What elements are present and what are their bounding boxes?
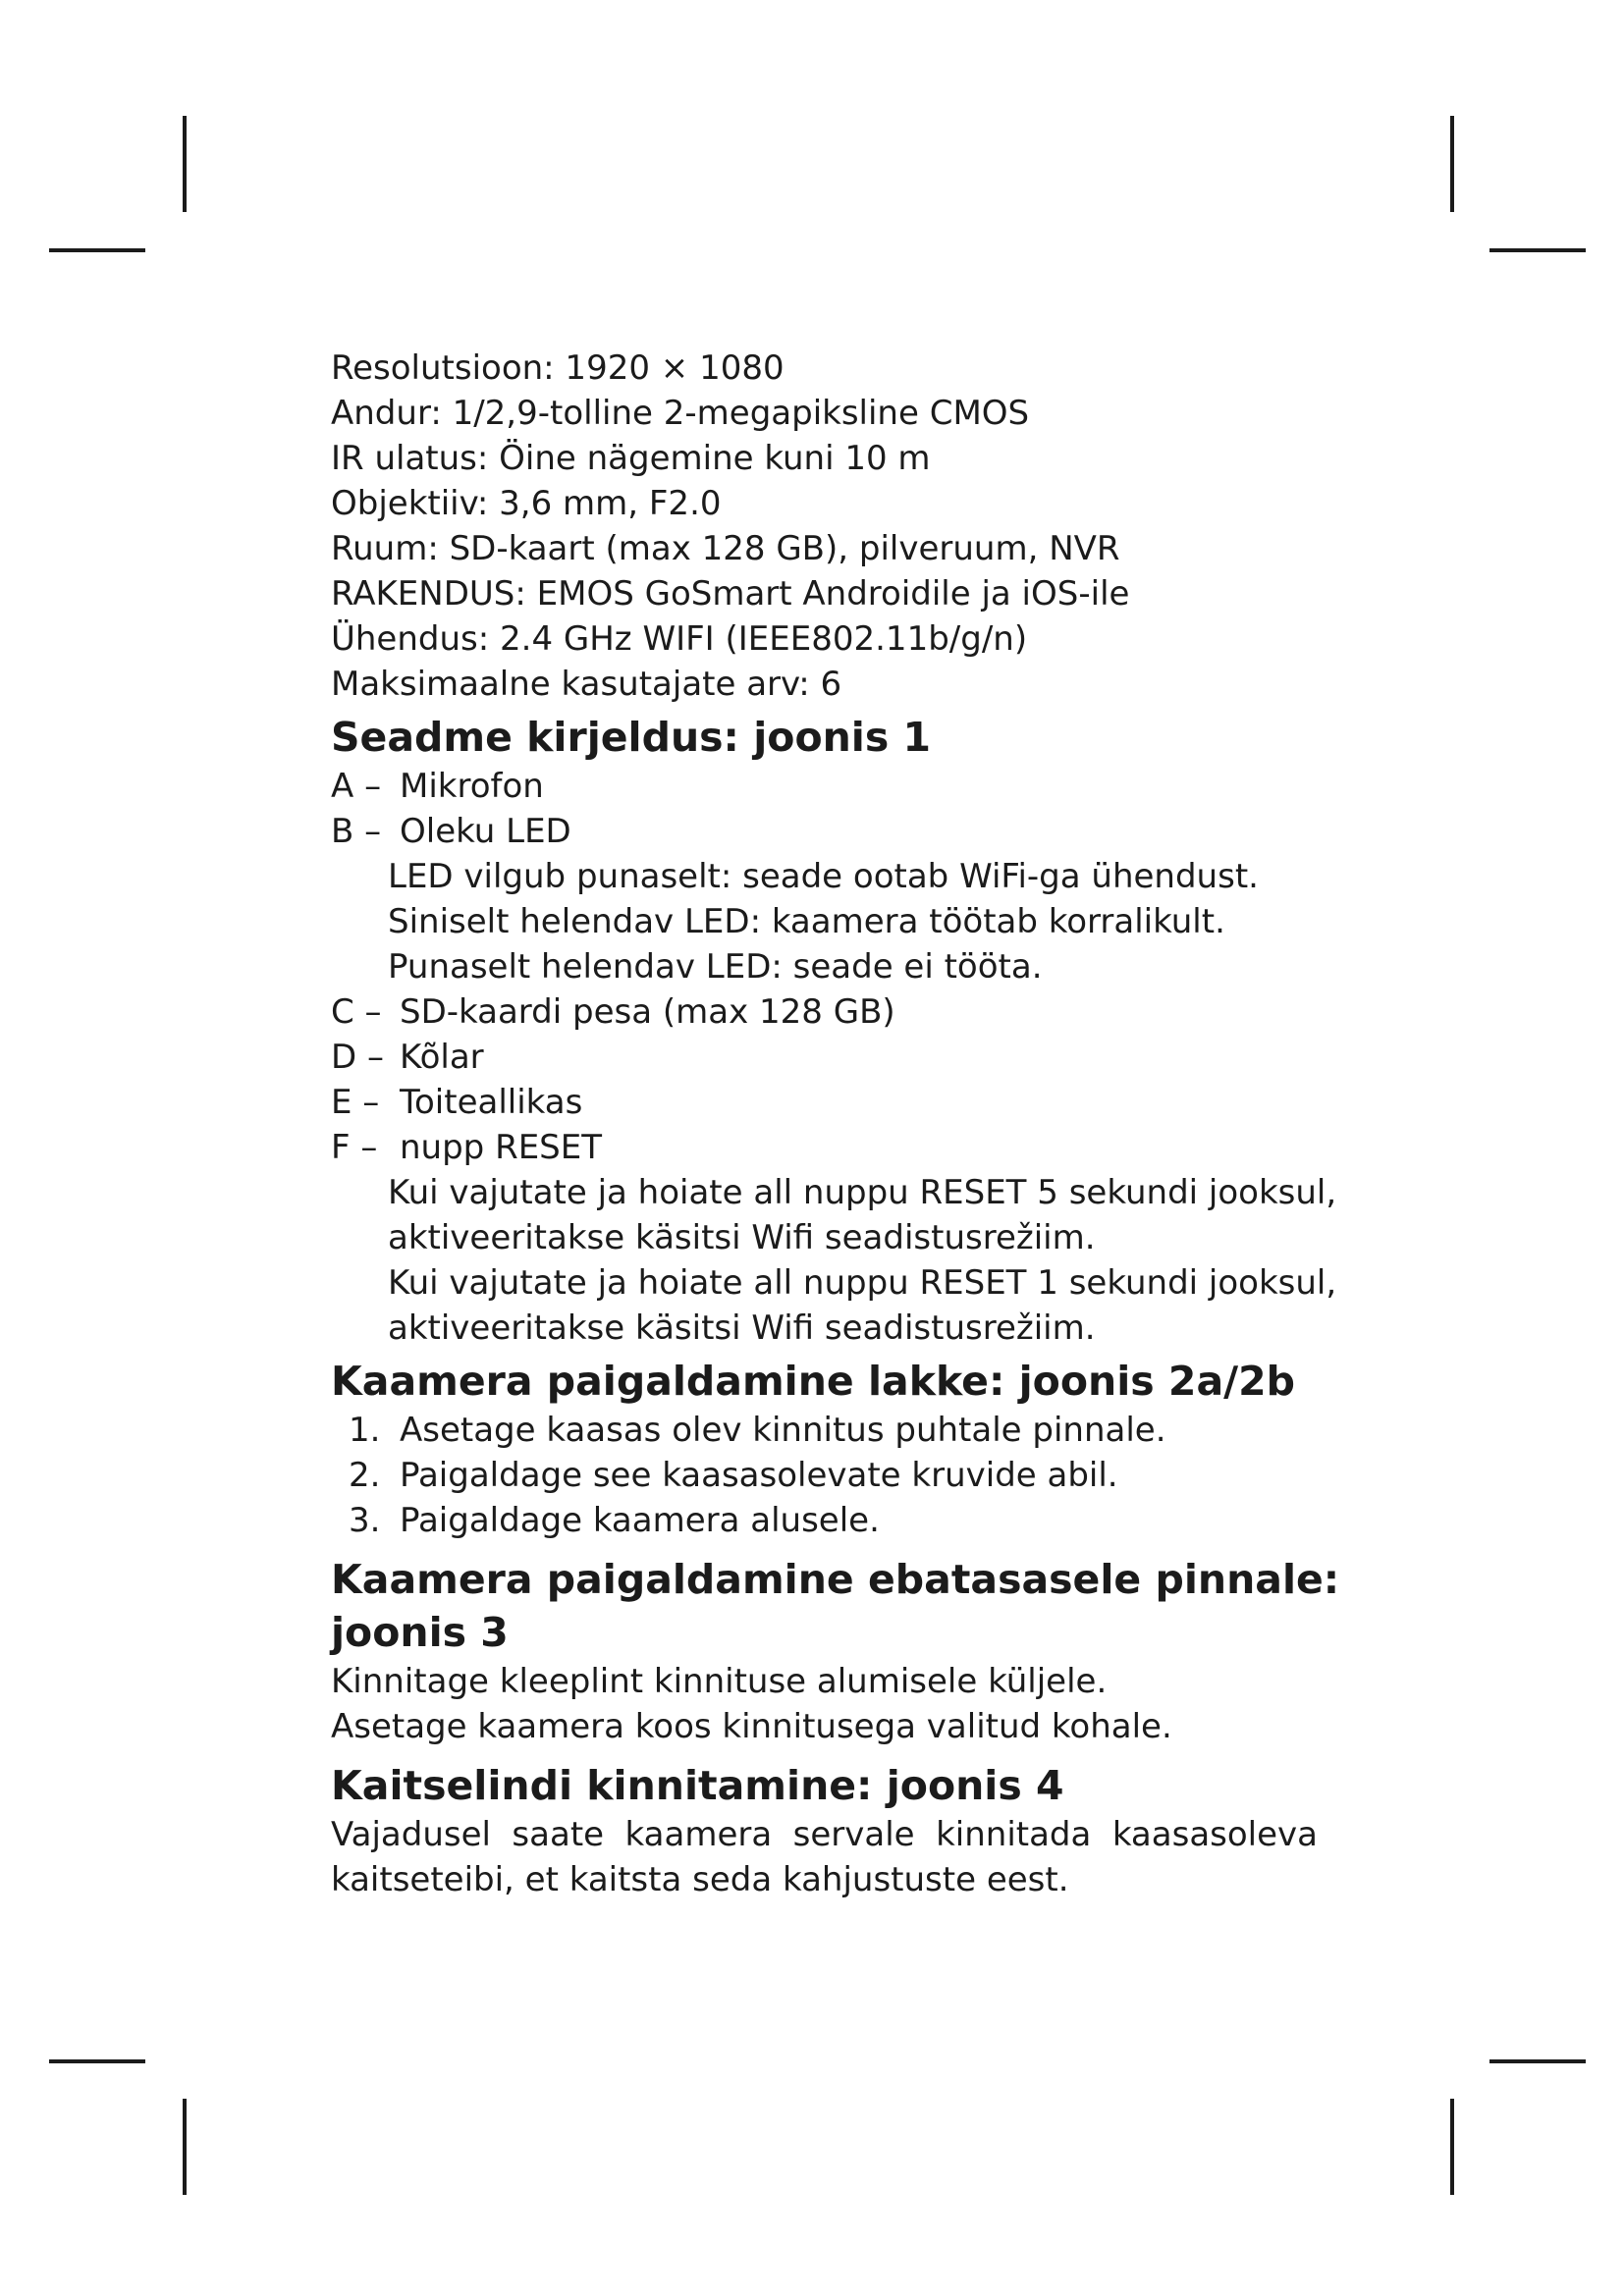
install-step <box>331 1498 1318 1543</box>
crop-mark-bottom-left-vertical <box>183 2099 187 2195</box>
item-label: nupp RESET <box>400 1128 603 1167</box>
ceiling-install-heading: Kaamera paigaldamine lakke: joonis 2a/2b <box>331 1358 1295 1405</box>
led-note-blinking-red: LED vilgub punaselt: seade ootab WiFi-ga ühendust. <box>388 857 1259 896</box>
item-letter: C – <box>331 992 382 1032</box>
spec-list <box>331 346 1318 707</box>
spec-max-users: Maksimaalne kasutajate arv: 6 <box>331 665 842 704</box>
protective-tape-text-line2: kaitseteibi, et kaitsta seda kahjustuste eest. <box>331 1860 1069 1899</box>
reset-note-1s-result: aktiveeritakse käsitsi Wifi seadistusrežiim. <box>388 1308 1096 1348</box>
device-description-heading: Seadme kirjeldus: joonis 1 <box>331 714 932 761</box>
crop-mark-top-right-vertical <box>1450 116 1454 212</box>
uneven-install-step: Asetage kaamera koos kinnitusega valitud kohale. <box>331 1707 1172 1746</box>
crop-mark-top-right-horizontal <box>1489 248 1586 252</box>
spec-ir-range: IR ulatus: Öine nägemine kuni 10 m <box>331 439 931 478</box>
description-item-d <box>331 1035 1318 1080</box>
item-label: SD-kaardi pesa (max 128 GB) <box>400 992 895 1032</box>
item-label: Mikrofon <box>400 767 544 806</box>
crop-mark-top-left-vertical <box>183 116 187 212</box>
description-item-f <box>331 1125 1318 1170</box>
description-item-c <box>331 989 1318 1035</box>
step-text: Asetage kaasas olev kinnitus puhtale pinnale. <box>400 1411 1166 1450</box>
protective-tape-text-line1: Vajadusel saate kaamera servale kinnitada kaasasoleva <box>331 1815 1318 1854</box>
description-item-a <box>331 764 1318 809</box>
item-letter: B – <box>331 812 382 851</box>
step-text: Paigaldage kaamera alusele. <box>400 1501 880 1540</box>
item-letter: A – <box>331 767 382 806</box>
reset-note-5s: Kui vajutate ja hoiate all nuppu RESET 5 sekundi jooksul, <box>388 1173 1337 1212</box>
step-number: 3. <box>349 1501 381 1540</box>
item-letter: D – <box>331 1038 384 1077</box>
crop-mark-bottom-right-horizontal <box>1489 2059 1586 2063</box>
item-label: Toiteallikas <box>400 1083 583 1122</box>
item-letter: F – <box>331 1128 378 1167</box>
item-label: Kõlar <box>400 1038 484 1077</box>
item-letter: E – <box>331 1083 380 1122</box>
install-step <box>331 1408 1318 1453</box>
protective-tape-heading: Kaitselindi kinnitamine: joonis 4 <box>331 1762 1064 1809</box>
reset-note-1s: Kui vajutate ja hoiate all nuppu RESET 1 sekundi jooksul, <box>388 1263 1337 1303</box>
crop-mark-bottom-right-vertical <box>1450 2099 1454 2195</box>
spec-app: RAKENDUS: EMOS GoSmart Androidile ja iOS-ile <box>331 574 1130 614</box>
spec-resolution: Resolutsioon: 1920 × 1080 <box>331 348 785 388</box>
description-item-e <box>331 1080 1318 1125</box>
uneven-install-step: Kinnitage kleeplint kinnituse alumisele küljele. <box>331 1662 1108 1701</box>
crop-mark-bottom-left-horizontal <box>49 2059 145 2063</box>
item-label: Oleku LED <box>400 812 571 851</box>
manual-page-content <box>331 346 1340 1902</box>
device-description-list <box>331 764 1337 1351</box>
led-note-solid-blue: Siniselt helendav LED: kaamera töötab korralikult. <box>388 902 1225 941</box>
spec-sensor: Andur: 1/2,9-tolline 2-megapiksline CMOS <box>331 394 1030 433</box>
ceiling-install-steps <box>331 1408 1318 1543</box>
install-step <box>331 1453 1318 1498</box>
led-note-solid-red: Punaselt helendav LED: seade ei tööta. <box>388 947 1043 987</box>
description-item-b <box>331 809 1318 854</box>
crop-mark-top-left-horizontal <box>49 248 145 252</box>
spec-storage: Ruum: SD-kaart (max 128 GB), pilveruum, NVR <box>331 529 1120 568</box>
spec-lens: Objektiiv: 3,6 mm, F2.0 <box>331 484 722 523</box>
step-number: 1. <box>349 1411 381 1450</box>
step-text: Paigaldage see kaasasolevate kruvide abil. <box>400 1456 1118 1495</box>
uneven-install-heading: Kaamera paigaldamine ebatasasele pinnale: <box>331 1556 1340 1603</box>
step-number: 2. <box>349 1456 381 1495</box>
reset-note-5s-result: aktiveeritakse käsitsi Wifi seadistusrežiim. <box>388 1218 1096 1257</box>
spec-connection: Ühendus: 2.4 GHz WIFI (IEEE802.11b/g/n) <box>331 619 1028 659</box>
uneven-install-heading-figure: joonis 3 <box>331 1609 509 1656</box>
